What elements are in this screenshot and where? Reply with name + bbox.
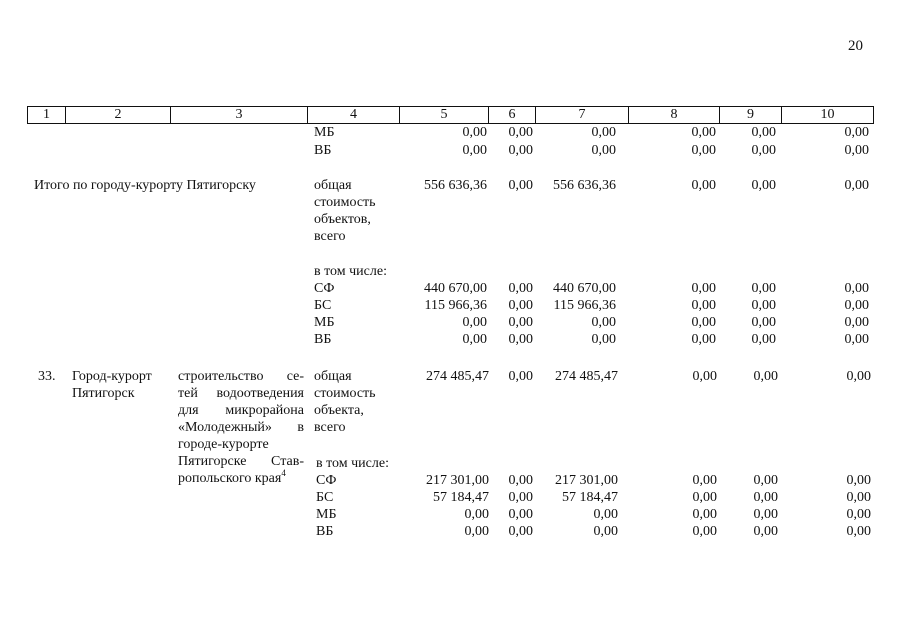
- value-col8: 0,00: [692, 369, 717, 384]
- value-col9: 0,00: [751, 143, 776, 158]
- value-col6: 0,00: [508, 178, 533, 193]
- desc-line: всего: [314, 420, 346, 435]
- value-col7: 0,00: [591, 125, 616, 140]
- desc-line: стоимость: [314, 386, 376, 401]
- value-col9: 0,00: [753, 490, 778, 505]
- funding-source-label: ВБ: [316, 524, 334, 539]
- value-col10: 0,00: [846, 473, 871, 488]
- funding-source-label: МБ: [314, 315, 335, 330]
- value-col7: 0,00: [591, 332, 616, 347]
- column-header: 3: [171, 107, 308, 124]
- value-col9: 0,00: [751, 332, 776, 347]
- value-col9: 0,00: [751, 281, 776, 296]
- column-header: 4: [308, 107, 400, 124]
- value-col7: 115 966,36: [553, 298, 616, 313]
- object-line: строительство се-: [178, 369, 304, 384]
- value-col5: 0,00: [464, 524, 489, 539]
- value-col10: 0,00: [844, 332, 869, 347]
- funding-source-label: МБ: [314, 125, 335, 140]
- value-col8: 0,00: [692, 490, 717, 505]
- value-col6: 0,00: [508, 524, 533, 539]
- value-col9: 0,00: [753, 524, 778, 539]
- funding-source-label: БС: [316, 490, 334, 505]
- value-col7: 0,00: [593, 524, 618, 539]
- value-col9: 0,00: [753, 369, 778, 384]
- value-col10: 0,00: [846, 490, 871, 505]
- footnote-marker: 4: [281, 468, 286, 478]
- value-col9: 0,00: [751, 315, 776, 330]
- item-number: 33.: [38, 369, 56, 384]
- desc-line: стоимость: [314, 195, 376, 210]
- column-header: 2: [66, 107, 171, 124]
- value-col7: 57 184,47: [562, 490, 618, 505]
- object-line: для микрорайона: [178, 403, 304, 418]
- value-col5: 115 966,36: [424, 298, 487, 313]
- desc-line: общая: [314, 369, 352, 384]
- including-label: в том числе:: [316, 456, 389, 471]
- value-col6: 0,00: [508, 125, 533, 140]
- value-col9: 0,00: [751, 178, 776, 193]
- funding-source-label: СФ: [316, 473, 337, 488]
- value-col6: 0,00: [508, 281, 533, 296]
- desc-line: всего: [314, 229, 346, 244]
- value-col9: 0,00: [753, 473, 778, 488]
- column-header-table: [27, 106, 874, 124]
- value-col8: 0,00: [691, 125, 716, 140]
- column-header: 7: [536, 107, 629, 124]
- object-line: городе-курорте: [178, 437, 269, 452]
- value-col5: 57 184,47: [433, 490, 489, 505]
- column-header-row: [28, 107, 874, 124]
- value-col6: 0,00: [508, 473, 533, 488]
- value-col5: 0,00: [462, 315, 487, 330]
- funding-source-label: ВБ: [314, 143, 332, 158]
- page-number: 20: [848, 38, 863, 54]
- value-col8: 0,00: [691, 143, 716, 158]
- value-col8: 0,00: [692, 507, 717, 522]
- column-header: 5: [400, 107, 489, 124]
- value-col6: 0,00: [508, 490, 533, 505]
- value-col9: 0,00: [753, 507, 778, 522]
- value-col10: 0,00: [844, 281, 869, 296]
- total-title: Итого по городу-курорту Пятигорску: [34, 178, 256, 193]
- value-col5: 0,00: [462, 125, 487, 140]
- value-col10: 0,00: [846, 524, 871, 539]
- object-line: «Молодежный» в: [178, 420, 304, 435]
- column-header: 9: [720, 107, 782, 124]
- funding-source-label: МБ: [316, 507, 337, 522]
- value-col8: 0,00: [691, 332, 716, 347]
- value-col8: 0,00: [691, 281, 716, 296]
- value-col5: 0,00: [462, 143, 487, 158]
- value-col5: 217 301,00: [426, 473, 489, 488]
- value-col8: 0,00: [691, 298, 716, 313]
- value-col8: 0,00: [692, 524, 717, 539]
- value-col10: 0,00: [844, 315, 869, 330]
- value-col5: 274 485,47: [426, 369, 489, 384]
- including-label: в том числе:: [314, 264, 387, 279]
- city-line: Город-курорт: [72, 369, 152, 384]
- object-line-last: [178, 470, 286, 487]
- value-col7: 0,00: [591, 315, 616, 330]
- object-line: ропольского края: [178, 471, 282, 486]
- value-col6: 0,00: [508, 332, 533, 347]
- value-col5: 440 670,00: [424, 281, 487, 296]
- column-header: 1: [28, 107, 66, 124]
- value-col7: 274 485,47: [555, 369, 618, 384]
- object-line: Пятигорске Став-: [178, 454, 304, 469]
- desc-line: объектов,: [314, 212, 371, 227]
- value-col10: 0,00: [844, 125, 869, 140]
- value-col5: 556 636,36: [424, 178, 487, 193]
- value-col6: 0,00: [508, 298, 533, 313]
- object-line: тей водоотведения: [178, 386, 304, 401]
- value-col10: 0,00: [844, 298, 869, 313]
- desc-line: объекта,: [314, 403, 364, 418]
- value-col7: 556 636,36: [553, 178, 616, 193]
- value-col5: 0,00: [462, 332, 487, 347]
- column-header: 8: [629, 107, 720, 124]
- value-col7: 440 670,00: [553, 281, 616, 296]
- value-col6: 0,00: [508, 143, 533, 158]
- value-col10: 0,00: [846, 507, 871, 522]
- value-col9: 0,00: [751, 125, 776, 140]
- value-col6: 0,00: [508, 507, 533, 522]
- value-col7: 0,00: [591, 143, 616, 158]
- value-col6: 0,00: [508, 315, 533, 330]
- desc-line: общая: [314, 178, 352, 193]
- value-col8: 0,00: [692, 473, 717, 488]
- value-col8: 0,00: [691, 178, 716, 193]
- column-header: 6: [489, 107, 536, 124]
- column-header: 10: [782, 107, 874, 124]
- value-col10: 0,00: [846, 369, 871, 384]
- value-col9: 0,00: [751, 298, 776, 313]
- funding-source-label: БС: [314, 298, 332, 313]
- value-col7: 0,00: [593, 507, 618, 522]
- funding-source-label: ВБ: [314, 332, 332, 347]
- value-col5: 0,00: [464, 507, 489, 522]
- value-col10: 0,00: [844, 178, 869, 193]
- funding-source-label: СФ: [314, 281, 335, 296]
- city-line: Пятигорск: [72, 386, 135, 401]
- value-col10: 0,00: [844, 143, 869, 158]
- value-col6: 0,00: [508, 369, 533, 384]
- value-col7: 217 301,00: [555, 473, 618, 488]
- value-col8: 0,00: [691, 315, 716, 330]
